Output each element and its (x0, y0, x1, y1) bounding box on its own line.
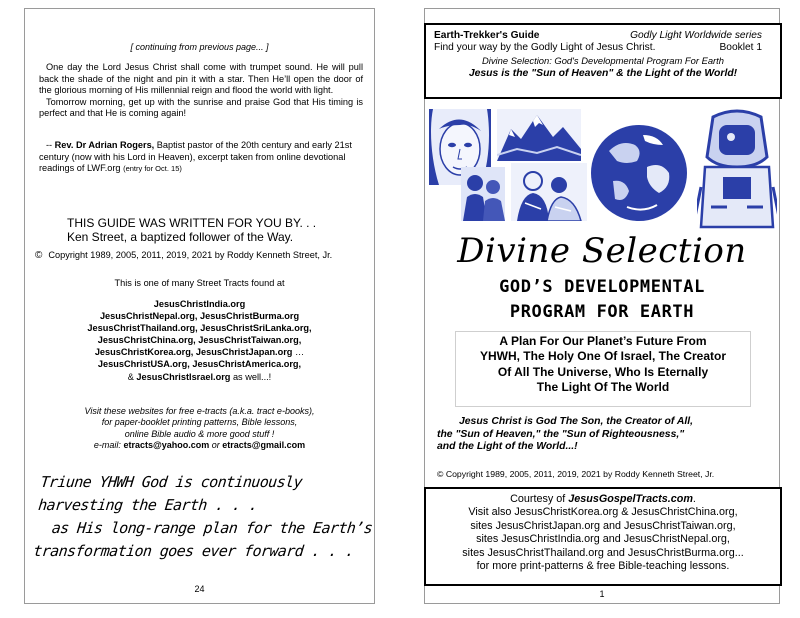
handwritten-line: harvesting the Earth . . . (37, 496, 259, 514)
handwritten-line: Triune YHWH God is continuously (39, 473, 303, 491)
author-line-1: THIS GUIDE WAS WRITTEN FOR YOU BY. . . (67, 216, 317, 230)
continuation-note: [ continuing from previous page... ] (130, 42, 269, 52)
quote-attribution: -- Rev. Dr Adrian Rogers, Baptist pastor of the 20th century and early 21st century (now with his Lord in Heaven), excerpt taken from online devotional readings of LWF.org (entry for Oct. 15) (39, 140, 352, 174)
copyright-notice: © Copyright 1989, 2005, 2011, 2019, 2021 by Roddy Kenneth Street, Jr. (35, 250, 333, 261)
site-line: JesusChristThailand.org, JesusChristSriLanka.org, (87, 323, 312, 334)
page-number: 1 (599, 589, 605, 599)
series-header (424, 23, 782, 99)
statement-line: and the Light of the World...! (437, 441, 578, 453)
site-line: JesusChristNepal.org, JesusChristBurma.org (99, 311, 300, 322)
site-line: JesusChristIndia.org (153, 299, 246, 309)
email-line: e-mail: etracts@yahoo.com or etracts@gmail.com (93, 440, 306, 451)
plan-line: YHWH, The Holy One Of Israel, The Creator (479, 349, 727, 364)
tagline: Find your way by the Godly Light of Jesus Christ. (434, 42, 656, 53)
tracts-intro: This is one of many Street Tracts found at (114, 278, 285, 288)
page-number: 24 (194, 584, 205, 594)
sun-line: Jesus is the "Sun of Heaven" & the Light of the World! (468, 67, 738, 79)
site-line: JesusChristChina.org, JesusChristTaiwan.org, (97, 335, 302, 346)
site-line: & JesusChristIsrael.org as well...! (127, 371, 272, 382)
right-page (424, 8, 780, 604)
visit-note: Visit these websites for free e-tracts (a.k.a. tract e-books), for paper-booklet printing patterns, Bible lessons, online Bible audio & more good stuff ! e-mail: etracts@yahoo.com or etracts@gmail.com (25, 406, 374, 452)
plan-line: The Light Of The World (536, 380, 670, 395)
courtesy-site: JesusGospelTracts.com (568, 493, 693, 505)
statement-line: Jesus Christ is God The Son, the Creator of All, (459, 416, 694, 427)
booklet-number: Booklet 1 (719, 42, 762, 53)
courtesy-box: Courtesy of JesusGospelTracts.com. Visit also JesusChristKorea.org & JesusChristChina.org, sites JesusChristJapan.org and JesusChristTaiwan.org, sites JesusChristIndia.org and JesusChristNepal.org, sites JesusChristThailand.org and JesusChristBurma.org... for more print-patterns & free Bible-teaching lessons. (424, 487, 782, 586)
handwritten-line: as His long-range plan for the Earth’s (50, 519, 374, 537)
courtesy-line: sites JesusChristIndia.org and JesusChristNepal.org, (476, 533, 730, 546)
statement-line: the "Sun of Heaven," the "Sun of Righteousness," (437, 428, 685, 440)
quote-paragraph: Tomorrow morning, get up with the sunrise and praise God that His timing is perfect and that He is coming again! (39, 96, 363, 119)
quote-paragraph: One day the Lord Jesus Christ shall come with trumpet sound. He will pull back the shade of the night and pin it with a star. Then He’ll open the door of the glorious morning of His millennial reign and flood the world with light. (39, 62, 363, 96)
email-address: etracts@yahoo.com (123, 440, 210, 451)
mountain-picture (497, 109, 581, 161)
astronaut-picture (697, 107, 777, 233)
left-page (24, 8, 375, 604)
site-list (25, 298, 374, 383)
selection-line: Divine Selection: God's Developmental Program For Earth (481, 54, 724, 66)
site-line: JesusChristUSA.org, JesusChristAmerica.org, (97, 359, 302, 370)
jesus-statement (437, 416, 773, 454)
booklet-title: Divine Selection (457, 231, 747, 271)
handwritten-message (32, 471, 372, 563)
courtesy-line: Visit also JesusChristKorea.org & JesusChristChina.org, (468, 506, 738, 519)
copyright-symbol: © (35, 250, 43, 261)
quote-block (39, 62, 363, 120)
series-name: Godly Light Worldwide series (630, 30, 762, 41)
attribution-name: Rev. Dr Adrian Rogers, (54, 140, 155, 150)
email-address: etracts@gmail.com (222, 440, 306, 451)
earth-picture (587, 121, 691, 225)
site-line: JesusChristKorea.org, JesusChristJapan.org … (94, 347, 305, 358)
author-line-2: Ken Street, a baptized follower of the Way. (67, 229, 294, 244)
handwritten-line: transformation goes ever forward . . . (32, 542, 355, 560)
author-note (67, 217, 316, 244)
courtesy-line: for more print-patterns & free Bible-teaching lessons. (476, 560, 730, 573)
courtesy-line: sites JesusChristThailand.org and JesusChristBurma.org... (462, 546, 744, 559)
plan-summary (455, 331, 751, 407)
crowd-picture (461, 167, 505, 221)
copyright-notice: © Copyright 1989, 2005, 2011, 2019, 2021 by Roddy Kenneth Street, Jr. (437, 469, 715, 479)
plan-line: Of All The Universe, Who Is Eternally (497, 364, 709, 379)
family-picture (511, 163, 587, 221)
booklet-subtitle: GOD’S DEVELOPMENTAL PROGRAM FOR EARTH (499, 277, 705, 322)
courtesy-line: sites JesusChristJapan.org and JesusChristTaiwan.org, (470, 519, 736, 532)
plan-line: A Plan For Our Planet’s Future From (499, 334, 707, 348)
guide-title: Earth-Trekker's Guide (434, 30, 540, 41)
